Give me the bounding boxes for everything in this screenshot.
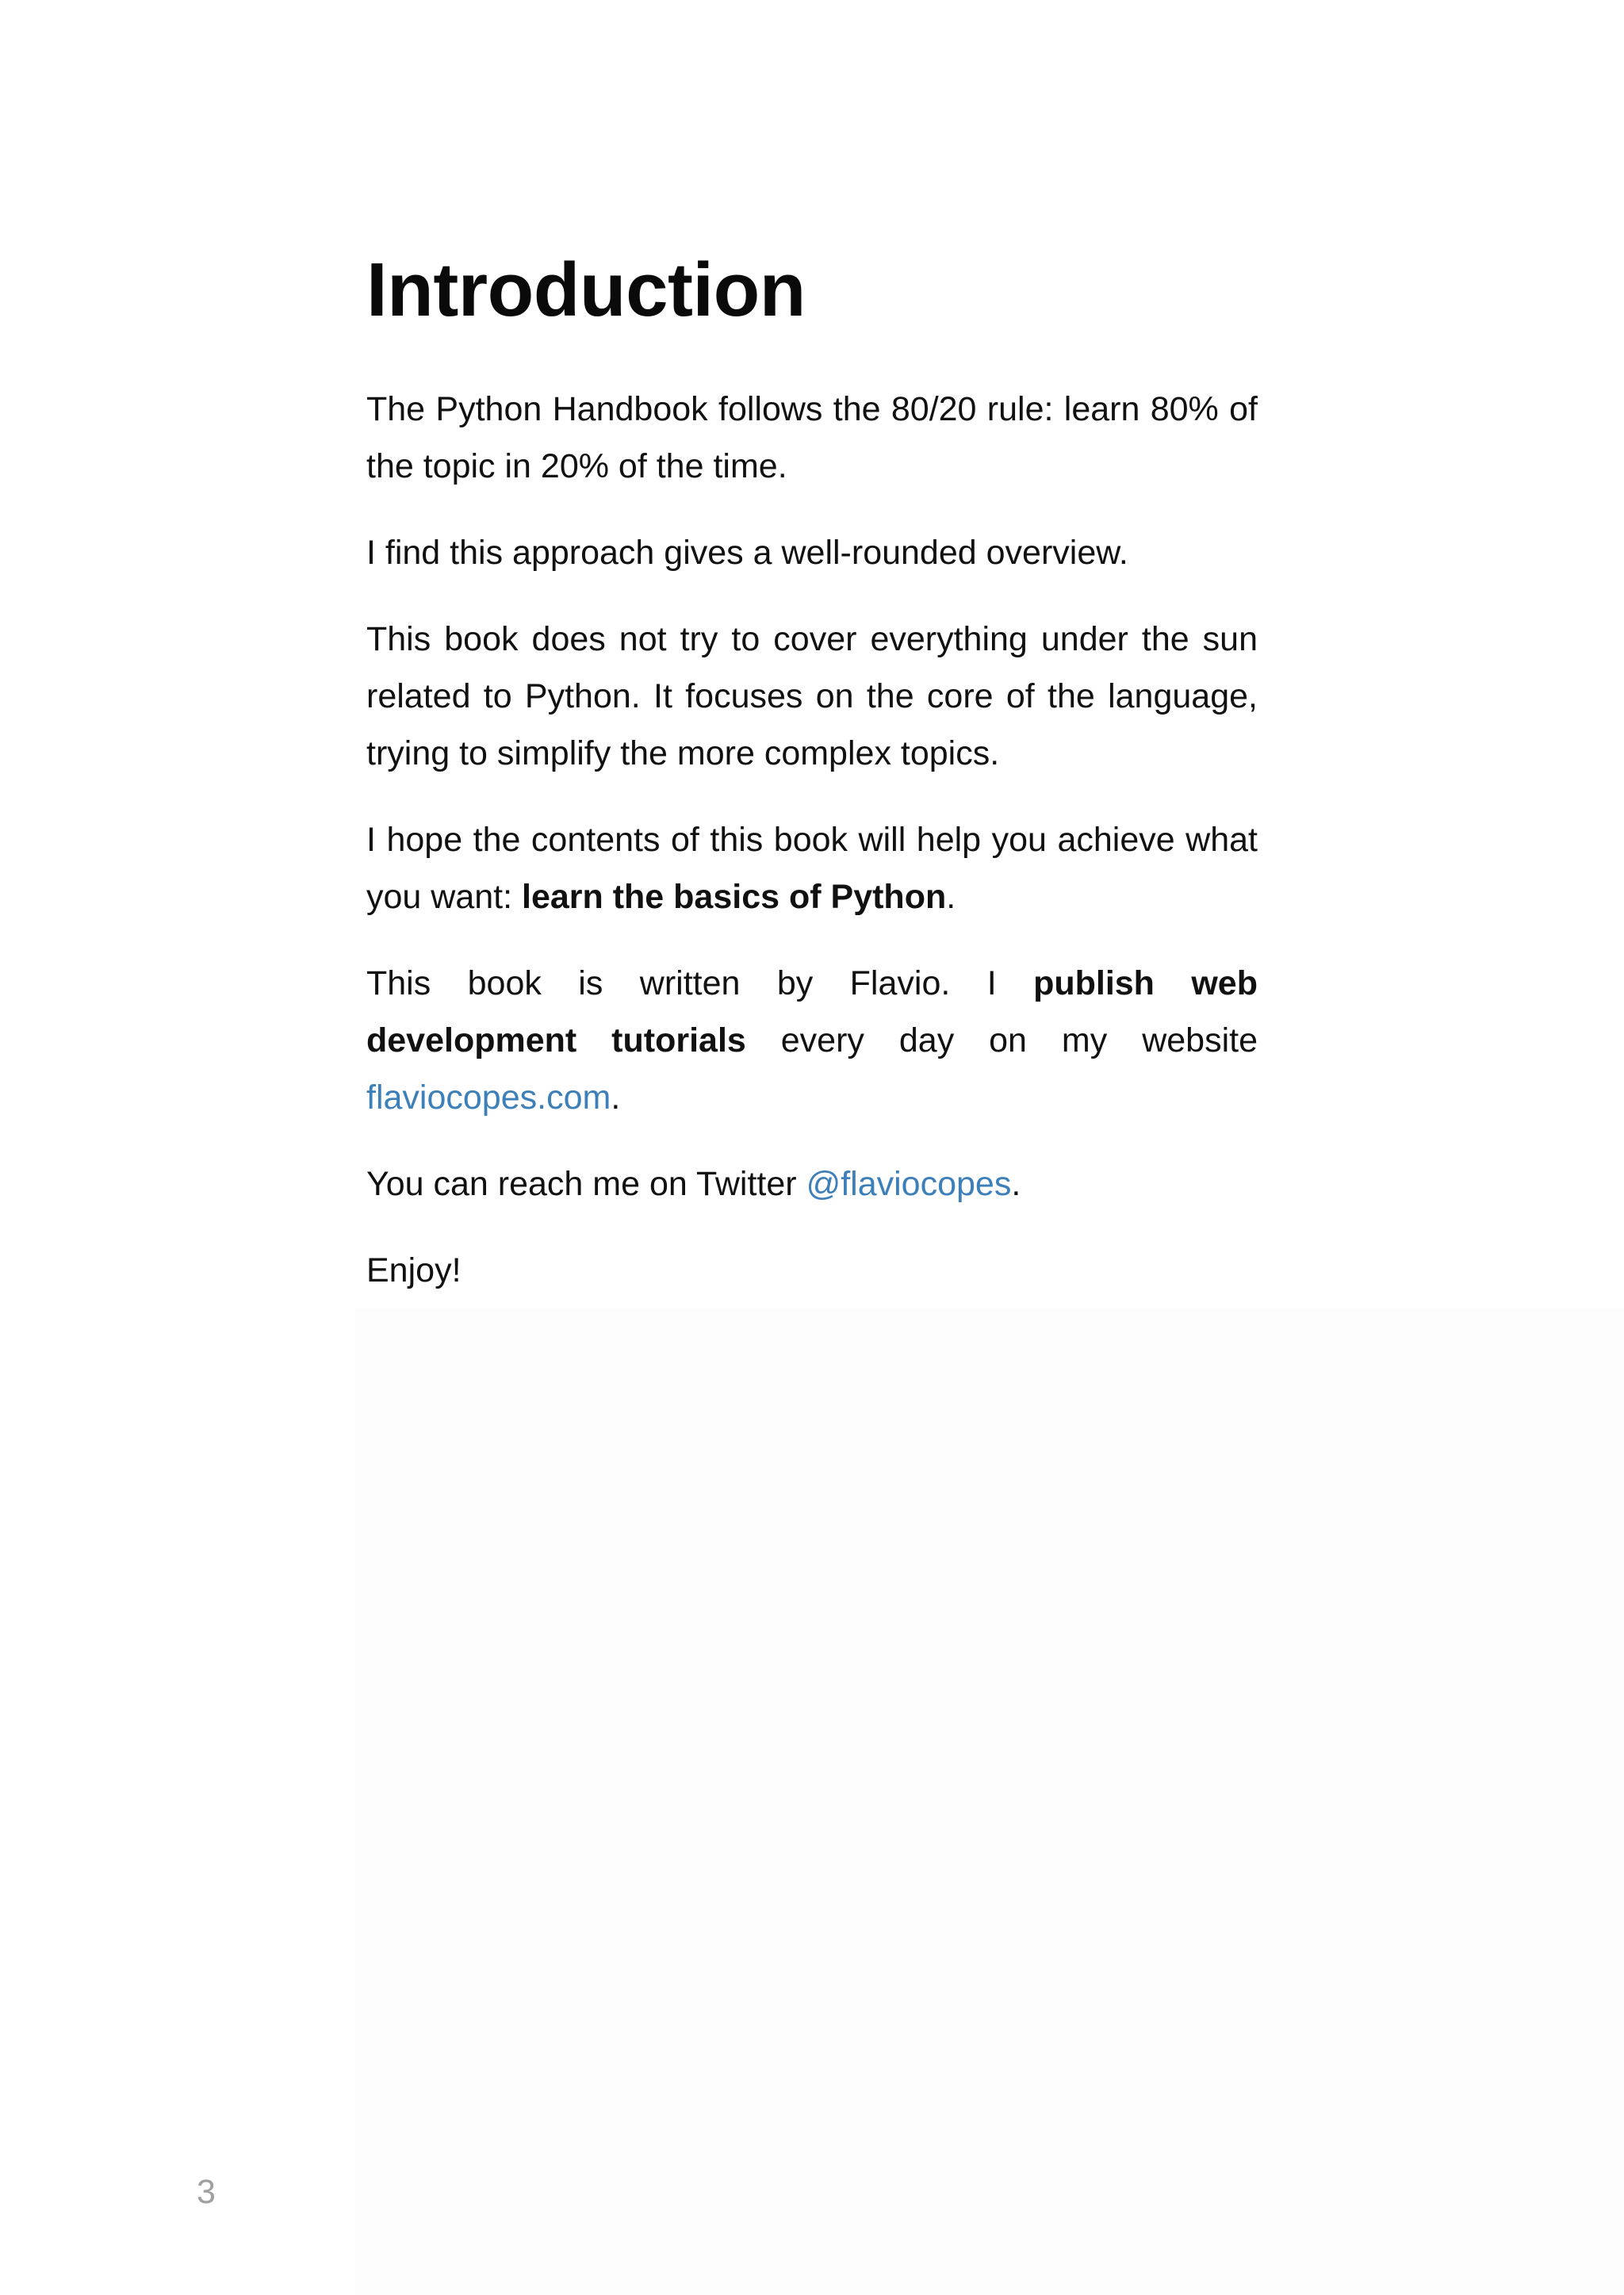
paragraph-contact-text: You can reach me on Twitter bbox=[366, 1165, 806, 1203]
document-body bbox=[366, 247, 1258, 1328]
paragraph-goal-text: I hope the contents of this book will help you achieve what you want: bbox=[366, 821, 1258, 916]
paragraph-author-emphasis: publish web development tutorials bbox=[366, 964, 1258, 1059]
paragraph-goal-tail: . bbox=[946, 878, 956, 916]
paragraph-author-middle: every day on my website bbox=[745, 1021, 1258, 1059]
website-link[interactable]: flaviocopes.com bbox=[366, 1079, 611, 1117]
paragraph-author bbox=[366, 955, 1258, 1126]
paragraph-author-text: This book is written by Flavio. I bbox=[366, 964, 1034, 1002]
twitter-link[interactable]: @flaviocopes bbox=[806, 1165, 1012, 1203]
paragraph-closing: Enjoy! bbox=[366, 1251, 462, 1289]
paragraph-contact bbox=[366, 1155, 1258, 1213]
page-number: 3 bbox=[197, 2173, 216, 2211]
paragraph-goal bbox=[366, 811, 1258, 925]
paragraph-contact-tail: . bbox=[1011, 1165, 1021, 1203]
paragraph-goal-emphasis: learn the basics of Python bbox=[522, 878, 947, 916]
page-background bbox=[355, 1308, 1624, 2295]
page-title: Introduction bbox=[366, 247, 806, 332]
paragraph-intro: The Python Handbook follows the 80/20 rule: learn 80% of the topic in 20% of the time. bbox=[366, 390, 1258, 485]
paragraph-approach: I find this approach gives a well-rounded overview. bbox=[366, 534, 1128, 572]
paragraph-scope: This book does not try to cover everything under the sun related to Python. It focuses on the core of the language, trying to simplify the more complex topics. bbox=[366, 620, 1258, 772]
paragraph-author-tail: . bbox=[611, 1079, 621, 1117]
